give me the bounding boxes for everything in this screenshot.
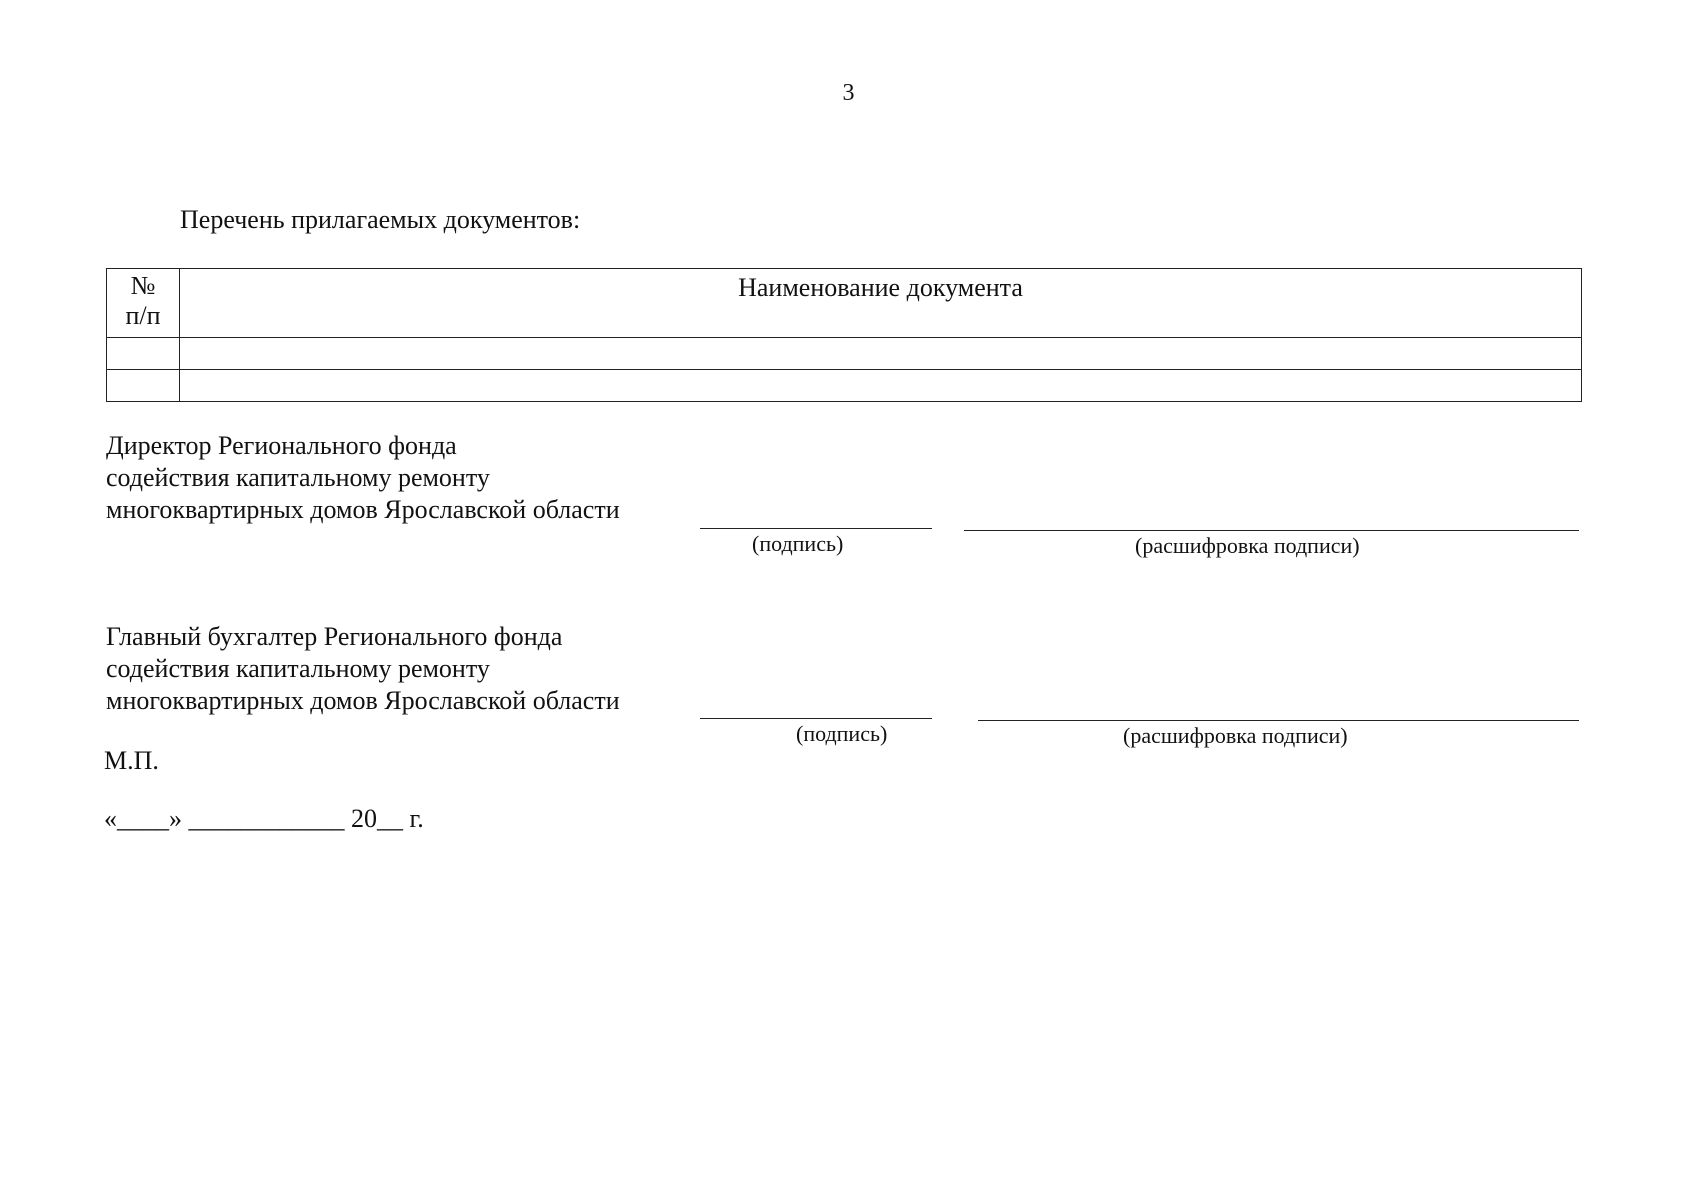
table-cell-number[interactable] [107, 370, 180, 402]
director-title [106, 430, 620, 526]
accountant-signature-caption: (подпись) [796, 721, 888, 746]
table-header-row [107, 269, 1582, 338]
table-row [107, 338, 1582, 370]
accountant-title-line: Главный бухгалтер Регионального фонда [106, 622, 563, 651]
date-line[interactable]: «____» ____________ 20__ г. [104, 804, 424, 833]
accountant-decoding-line[interactable] [978, 720, 1579, 721]
stamp-label: М.П. [104, 746, 159, 775]
table-cell-number[interactable] [107, 338, 180, 370]
column-header-number [107, 269, 180, 338]
director-signature-caption: (подпись) [752, 531, 844, 556]
accountant-title [106, 621, 620, 717]
table-cell-document-name[interactable] [180, 338, 1582, 370]
column-header-document-name: Наименование документа [180, 269, 1582, 338]
accountant-title-line: содействия капитальному ремонту [106, 654, 490, 683]
column-header-number-line-1: № [130, 271, 156, 300]
director-decoding-caption: (расшифровка подписи) [1135, 533, 1360, 558]
page-number: 3 [842, 80, 855, 106]
attachments-heading: Перечень прилагаемых документов: [180, 205, 581, 234]
director-title-line: Директор Регионального фонда [106, 431, 457, 460]
accountant-title-line: многоквартирных домов Ярославской области [106, 686, 620, 715]
table-row [107, 370, 1582, 402]
column-header-number-line-2: п/п [125, 301, 161, 330]
accountant-decoding-caption: (расшифровка подписи) [1123, 723, 1348, 748]
director-title-line: многоквартирных домов Ярославской области [106, 495, 620, 524]
attachments-table [106, 268, 1582, 402]
accountant-signature-line[interactable] [700, 718, 932, 719]
table-cell-document-name[interactable] [180, 370, 1582, 402]
director-title-line: содействия капитальному ремонту [106, 463, 490, 492]
director-decoding-line[interactable] [964, 530, 1579, 531]
director-signature-line[interactable] [700, 528, 932, 529]
